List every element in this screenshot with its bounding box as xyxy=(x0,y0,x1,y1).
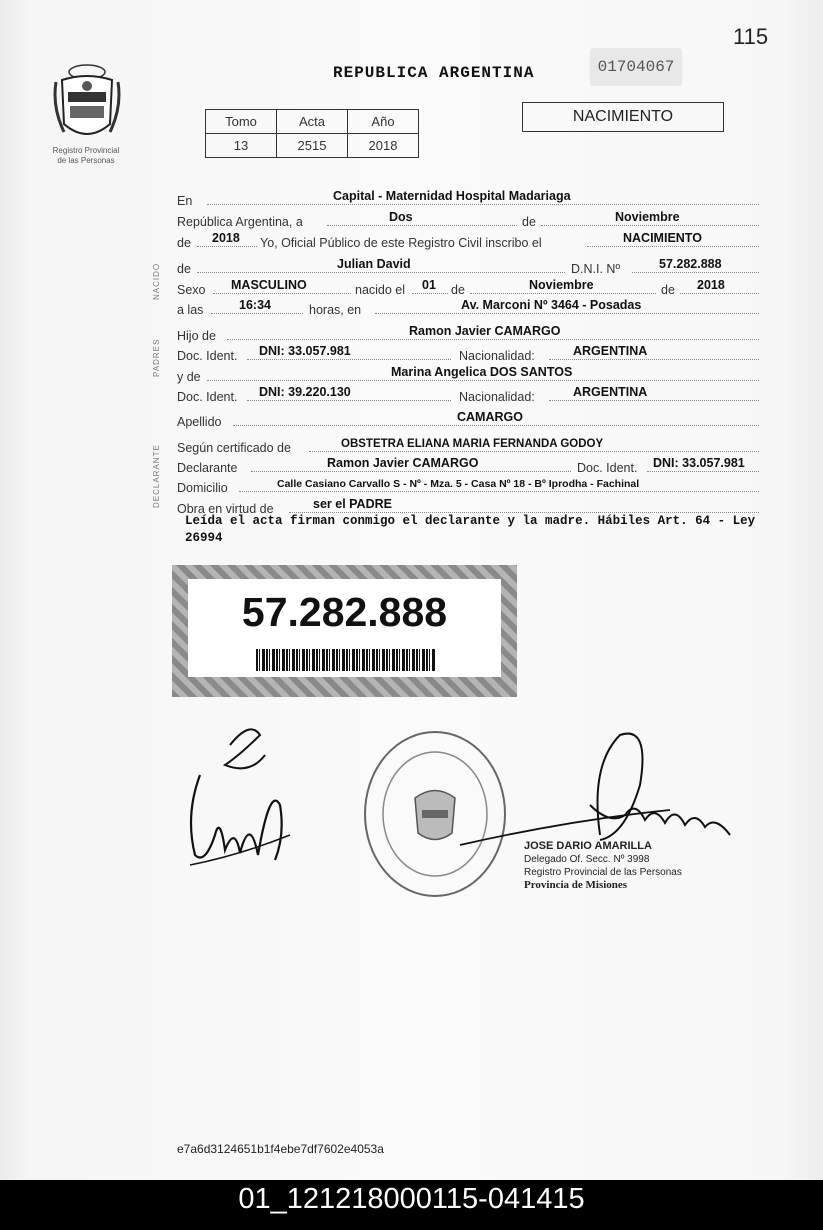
delegado-role: Delegado Of. Secc. Nº 3998 xyxy=(524,854,650,865)
delegado-stamp xyxy=(524,840,682,892)
value-sexo: MASCULINO xyxy=(231,278,307,292)
label-de2: de xyxy=(177,236,191,250)
label-doc2: Doc. Ident. xyxy=(177,390,238,404)
row-mother-doc xyxy=(177,384,759,404)
section-label-nacido: NACIDO xyxy=(152,262,161,300)
label-domicilio: Domicilio xyxy=(177,481,228,495)
label-alas: a las xyxy=(177,303,204,317)
value-month: Noviembre xyxy=(615,210,680,224)
acta-header: Acta xyxy=(277,110,348,134)
document-title: REPUBLICA ARGENTINA xyxy=(333,64,535,82)
dotted-line xyxy=(233,425,759,426)
dotted-line xyxy=(211,313,303,314)
value-father-nat: ARGENTINA xyxy=(573,344,648,358)
dotted-line xyxy=(213,293,351,294)
label-republica: República Argentina, a xyxy=(177,215,303,229)
acta-value: 2515 xyxy=(277,134,348,158)
row-en xyxy=(177,188,759,208)
barcode xyxy=(256,649,436,671)
dotted-line xyxy=(309,451,759,452)
footer-id: 01_121218000115-041415 xyxy=(238,1183,585,1215)
section-label-padres: PADRES xyxy=(152,338,161,377)
label-horas: horas, en xyxy=(309,303,362,317)
value-time: 16:34 xyxy=(239,298,271,312)
row-declarante xyxy=(177,455,759,475)
row-segun xyxy=(177,435,759,455)
label-doc1: Doc. Ident. xyxy=(177,349,238,363)
value-mother: Marina Angelica DOS SANTOS xyxy=(391,365,573,379)
label-nacido-el: nacido el xyxy=(355,283,406,297)
provincial-seal-logo xyxy=(50,62,124,146)
value-birth-place: Av. Marconi Nº 3464 - Posadas xyxy=(461,298,642,312)
label-de5: de xyxy=(661,283,675,297)
value-father-dni: DNI: 33.057.981 xyxy=(259,344,351,358)
label-de: de xyxy=(522,215,536,229)
registry-table xyxy=(205,109,419,158)
dotted-line xyxy=(549,359,759,360)
dotted-line xyxy=(632,272,759,273)
label-dni: D.N.I. Nº xyxy=(571,262,621,276)
label-apellido: Apellido xyxy=(177,415,222,429)
row-domicilio xyxy=(177,475,759,495)
label-doc3: Doc. Ident. xyxy=(577,461,638,475)
closing-statement: Leída el acta firman conmigo el declarante y la madre. Hábiles Art. 64 - Ley 26994 xyxy=(185,514,756,545)
dotted-line xyxy=(412,293,448,294)
dotted-line xyxy=(327,225,517,226)
value-domicilio: Calle Casiano Carvallo S - Nº - Mza. 5 - Casa Nº 18 - Bº Iprodha - Fachinal xyxy=(277,478,640,490)
value-birth-day: 01 xyxy=(422,278,436,292)
dni-sticker xyxy=(172,565,517,697)
document-hash: e7a6d3124651b1f4ebe7df7602e4053a xyxy=(177,1142,384,1156)
dotted-line xyxy=(541,225,759,226)
dotted-line xyxy=(207,380,759,381)
dotted-line xyxy=(247,359,451,360)
row-father-doc xyxy=(177,343,759,363)
value-declarante-dni: DNI: 33.057.981 xyxy=(653,456,745,470)
label-yo: Yo, Oficial Público de este Registro Civil inscribo el xyxy=(260,236,542,250)
sticker-inner xyxy=(188,579,501,677)
section-label-declarante: DECLARANTE xyxy=(152,444,161,508)
delegado-name: JOSE DARIO AMARILLA xyxy=(524,840,652,852)
value-birth-month: Noviembre xyxy=(529,278,594,292)
tomo-header: Tomo xyxy=(206,110,277,134)
dotted-line xyxy=(375,313,759,314)
row-apellido xyxy=(177,409,759,429)
page-number: 115 xyxy=(733,24,769,49)
dotted-line xyxy=(549,400,759,401)
dotted-line xyxy=(680,293,759,294)
row-hijo xyxy=(177,323,759,343)
value-apellido: CAMARGO xyxy=(457,410,523,424)
anio-header: Año xyxy=(348,110,419,134)
value-day: Dos xyxy=(389,210,413,224)
value-mother-dni: DNI: 39.220.130 xyxy=(259,385,351,399)
row-year xyxy=(177,230,759,250)
value-name: Julian David xyxy=(337,257,411,271)
value-declarante: Ramon Javier CAMARGO xyxy=(327,456,479,470)
label-en: En xyxy=(177,194,193,208)
anio-value: 2018 xyxy=(348,134,419,158)
dotted-line xyxy=(470,293,656,294)
label-nac2: Nacionalidad: xyxy=(459,390,535,404)
value-birth-year: 2018 xyxy=(697,278,725,292)
delegado-province: Provincia de Misiones xyxy=(524,879,628,891)
row-hora xyxy=(177,297,759,317)
value-father: Ramon Javier CAMARGO xyxy=(409,324,561,338)
label-segun: Según certificado de xyxy=(177,441,291,455)
label-nac1: Nacionalidad: xyxy=(459,349,535,363)
label-obra: Obra en virtud de xyxy=(177,502,274,516)
value-inscribo: NACIMIENTO xyxy=(623,231,702,245)
label-hijo: Hijo de xyxy=(177,329,216,343)
serial-number-stamp: 01704067 xyxy=(590,48,682,86)
dotted-line xyxy=(239,491,759,492)
row-sexo xyxy=(177,277,759,297)
dotted-line xyxy=(251,471,571,472)
label-declarante: Declarante xyxy=(177,461,238,475)
declarante-signature xyxy=(180,715,300,875)
dotted-line xyxy=(197,272,565,273)
dotted-line xyxy=(647,471,759,472)
delegado-registry: Registro Provincial de las Personas xyxy=(524,867,682,878)
value-dni: 57.282.888 xyxy=(659,257,722,271)
dotted-line xyxy=(247,400,451,401)
row-yde xyxy=(177,364,759,384)
value-segun: OBSTETRA ELIANA MARIA FERNANDA GODOY xyxy=(341,438,604,450)
value-obra: ser el PADRE xyxy=(313,497,392,511)
label-yde: y de xyxy=(177,370,201,384)
row-name xyxy=(177,256,759,276)
row-date xyxy=(177,209,759,229)
dotted-line xyxy=(587,246,759,247)
value-place: Capital - Maternidad Hospital Madariaga xyxy=(333,189,571,203)
value-year: 2018 xyxy=(212,231,240,245)
sticker-number: 57.282.888 xyxy=(241,589,448,635)
label-sexo: Sexo xyxy=(177,283,206,297)
tomo-value: 13 xyxy=(206,134,277,158)
logo-caption: Registro Provincial de las Personas xyxy=(52,146,120,165)
label-de4: de xyxy=(451,283,465,297)
label-de3: de xyxy=(177,262,191,276)
value-mother-nat: ARGENTINA xyxy=(573,385,648,399)
dotted-line xyxy=(207,204,759,205)
dotted-line xyxy=(197,246,257,247)
dotted-line xyxy=(227,339,759,340)
act-type-box: NACIMIENTO xyxy=(522,102,724,132)
